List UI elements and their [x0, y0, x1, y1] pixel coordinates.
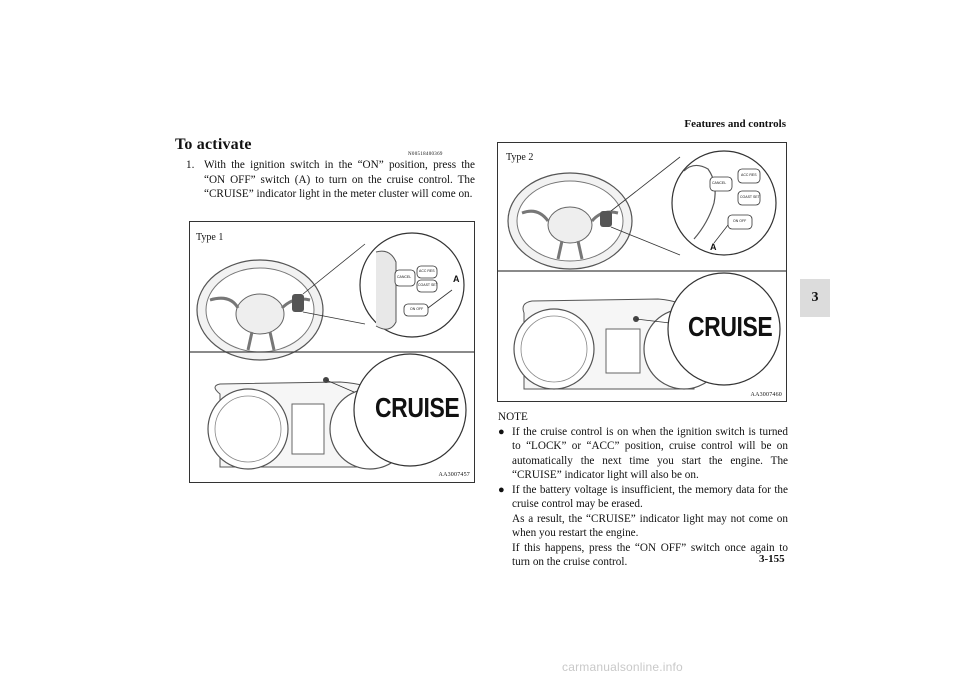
figure-type-label: Type 2 [506, 152, 534, 163]
callout-a: A [710, 242, 717, 252]
step-text: With the ignition switch in the “ON” position, press the “ON OFF” switch (A) to turn on the cruise control. The “CRUISE” indicator light in the meter cluster will come on. [204, 159, 475, 200]
cruise-indicator-text: CRUISE [688, 311, 773, 342]
section-header: Features and controls [684, 118, 786, 130]
figure-code: AA3007457 [438, 472, 470, 478]
note-bullet-1 [498, 425, 788, 483]
acc-res-switch-label: ACC RES [741, 173, 757, 177]
note-label: NOTE [498, 411, 528, 423]
on-off-switch-label: ON OFF [410, 307, 424, 311]
cancel-switch-label: CANCEL [397, 275, 412, 279]
callout-a: A [453, 274, 460, 284]
cancel-switch-label: CANCEL [712, 181, 727, 185]
page-number: 3-155 [759, 553, 785, 565]
section-title: To activate [175, 136, 252, 153]
watermark: carmanualsonline.info [562, 660, 683, 674]
chapter-tab: 3 [800, 279, 830, 317]
note-bullet-2 [498, 483, 788, 570]
step-1 [186, 158, 475, 202]
figure-type-1 [189, 221, 475, 483]
steering-and-meter-illustration-1 [190, 222, 474, 482]
coast-set-switch-label: COAST SET [740, 195, 760, 199]
note-bullet-2-line-2: As a result, the “CRUISE” indicator light may not come on when you restart the engine. [512, 512, 788, 539]
note-bullet-2-line-3: If this happens, press the “ON OFF” switch once again to turn on the cruise control. [512, 541, 788, 568]
reference-code: N00518400369 [408, 152, 443, 157]
cruise-indicator-text: CRUISE [375, 392, 460, 423]
figure-code: AA3007460 [750, 392, 782, 398]
note-block [498, 410, 788, 570]
note-bullet-1-text: ● If the cruise control is on when the ignition switch is turned to “LOCK” or “ACC” position, cruise control will be on automatically the next time you start the engine. The “CRUISE” indicator light will also be on. [512, 425, 788, 481]
acc-res-switch-label: ACC RES [419, 269, 435, 273]
step-number: 1. [186, 159, 195, 171]
note-bullet-2-line-1: ● If the battery voltage is insufficient, the memory data for the cruise control may be erased. [512, 483, 788, 510]
figure-type-2 [497, 142, 787, 402]
figure-type-label: Type 1 [196, 232, 224, 243]
steering-and-meter-illustration-2 [498, 143, 786, 401]
coast-set-switch-label: COAST SET [418, 283, 438, 287]
on-off-switch-label: ON OFF [733, 219, 747, 223]
